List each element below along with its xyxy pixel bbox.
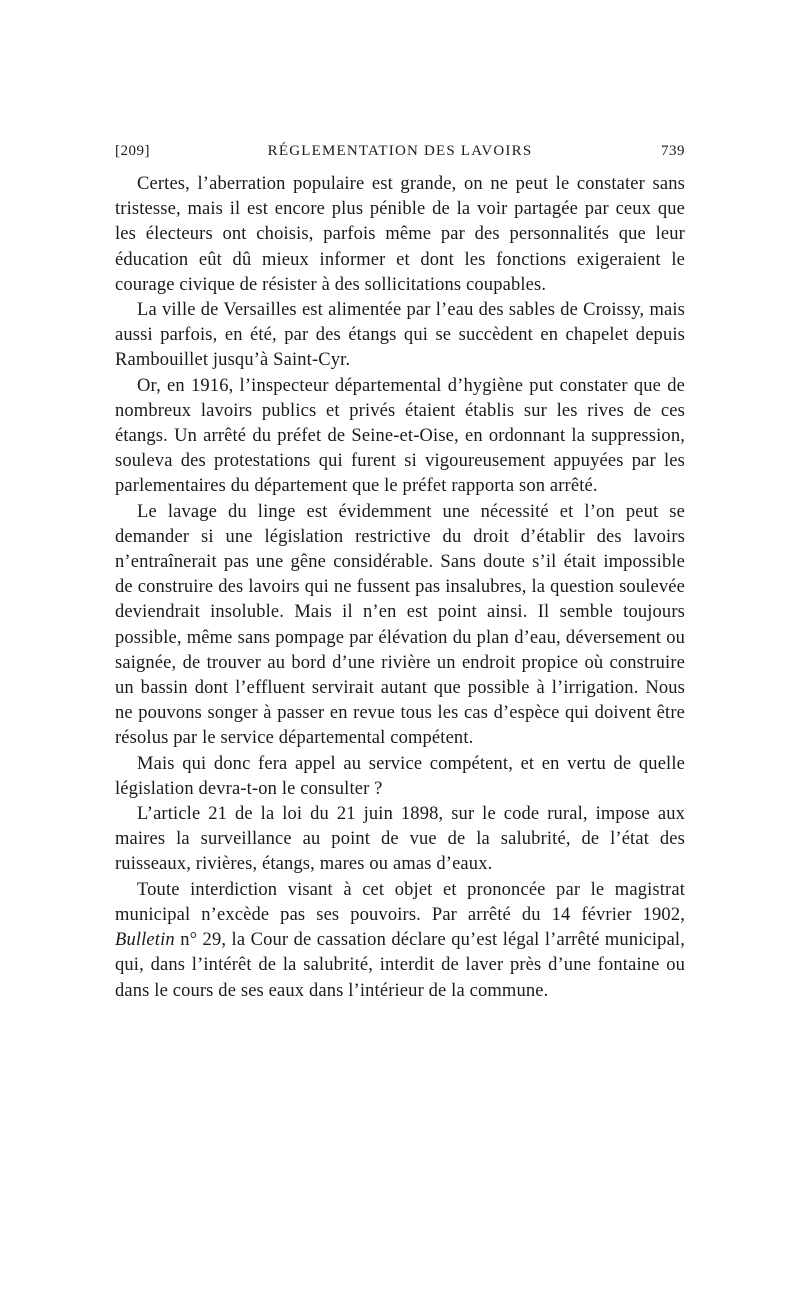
paragraph-2: La ville de Versailles est alimentée par l’eau des sables de Croissy, mais aussi parfois, en été, par des étangs qui se succèdent en chapelet depuis Rambouillet jusqu’à Saint-Cyr.: [115, 300, 685, 371]
running-title: RÉGLEMENTATION DES LAVOIRS: [267, 143, 533, 159]
paragraph-5: Mais qui donc fera appel au service compétent, et en vertu de quelle législation devra-t-on le consulter ?: [115, 753, 685, 799]
paragraph-7-text-b: n° 29, la Cour de cassation déclare qu’est légal l’arrêté municipal, qui, dans l’intérêt de la salubrité, interdit de laver près d’une fontaine ou dans le cours de ses eaux dans l’intérieur de la commune.: [115, 930, 685, 1001]
paragraph-7: [115, 878, 685, 1004]
running-header: [115, 143, 685, 165]
paragraph-6: L’article 21 de la loi du 21 juin 1898, sur le code rural, impose aux maires la surveillance au point de vue de la salubrité, de l’état des ruisseaux, rivières, étangs, mares ou amas d’eaux.: [115, 804, 685, 875]
paragraph-7-text-a: Toute interdiction visant à cet objet et prononcée par le magistrat municipal n’excède pas ses pouvoirs. Par arrêté du 14 février 1902,: [115, 879, 685, 925]
paragraph-3: Or, en 1916, l’inspecteur départemental d’hygiène put constater que de nombreux lavoirs publics et privés étaient établis sur les rives de ces étangs. Un arrêté du préfet de Seine-et-Oise, en ordonnant la suppression, souleva des protestations qui furent si vigoureusement appuyées par les parlementaires du département que le préfet rapporta son arrêté.: [115, 375, 685, 497]
paragraph-4: Le lavage du linge est évidemment une nécessité et l’on peut se demander si une législation restrictive du droit d’établir des lavoirs n’entraînerait pas une gêne considérable. Sans doute s’il était impossible de construire des lavoirs qui ne fussent pas insalubres, la question soulevée deviendrait insoluble. Mais il n’en est point ainsi. Il semble toujours possible, même sans pompage par élévation du plan d’eau, déversement ou saignée, de trouver au bord d’une rivière un endroit propice où construire un bassin dont l’effluent servirait autant que possible à l’irrigation. Nous ne pouvons songer à passer en revue tous les cas d’espèce qui doivent être résolus par le service départemental compétent.: [115, 501, 685, 749]
bracket-page-number: [209]: [115, 143, 150, 159]
body-text: [115, 172, 685, 1004]
page-number: 739: [661, 143, 685, 159]
paragraph-1: Certes, l’aberration populaire est grande, on ne peut le constater sans tristesse, mais il est encore plus pénible de la voir partagée par ceux que les électeurs ont choisis, parfois même par des personnalités que leur éducation eût dû mieux informer et dont les fonctions exigeraient le courage civique de résister à des sollicitations coupables.: [115, 174, 685, 295]
bulletin-italic: Bulletin: [115, 930, 175, 951]
